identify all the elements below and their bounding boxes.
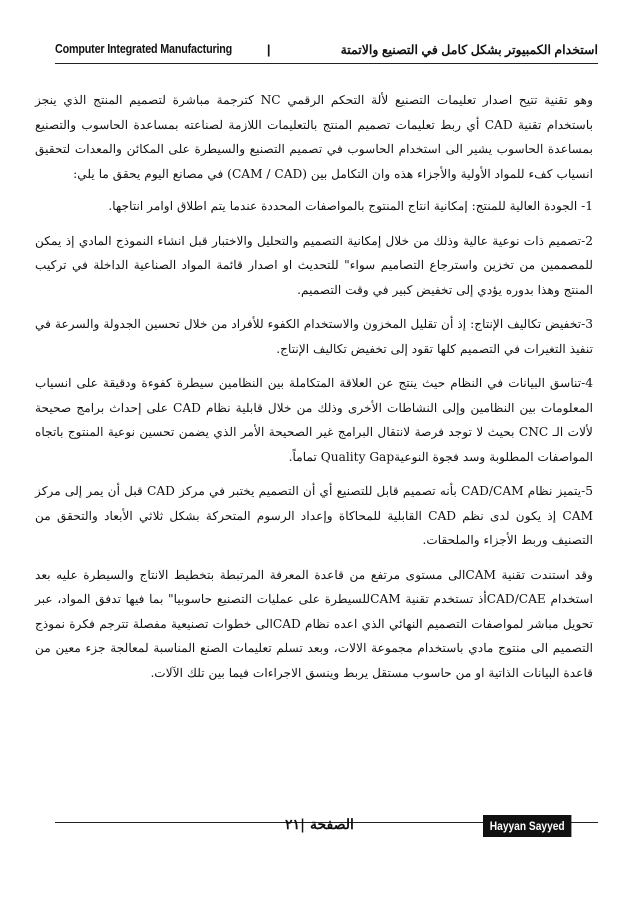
author-badge: Hayyan Sayyed xyxy=(483,815,571,837)
document-body xyxy=(35,88,593,695)
page-header xyxy=(55,38,598,60)
paragraph-point-5: 5-يتميز نظام CAD/CAM بأنه تصميم قابل للتصنيع أي أن التصميم يختبر في مركز CAD قبل أن يمر إلى مركز CAM إذ يكون لدى نظم CAD القابلية للمحاكاة وإعداد الرسوم المتحركة بشكل ثلاثي الأبعاد والتحقق من التصنيف وربط الأجزاء والملحقات. xyxy=(35,484,593,547)
header-separator: | xyxy=(266,41,271,57)
header-rule xyxy=(55,63,598,64)
paragraph-point-1: 1- الجودة العالية للمنتج: إمكانية انتاج المنتوج بالمواصفات المحددة عندما يتم اطلاق اوامر انتاجها. xyxy=(108,199,593,213)
paragraph-point-4: 4-تناسق البيانات في النظام حيث ينتج عن العلاقة المتكاملة بين النظامين سيطرة كفوءة ودقيقة على انسياب المعلومات بين النظامين وإلى النشاطات الأخرى وذلك من خلال قابلية نظام CAD على إحداث برامج صحيحة لألات الـ CNC بحيث لا توجد فرصة لانتقال البرامج غير الصحيحة الأمر الذي يضمن تحسين نوعية المنتوج باتجاه المواصفات المطلوبة وسد فجوة النوعيةQuality Gap تماماً. xyxy=(35,376,593,464)
page-footer xyxy=(55,815,598,843)
header-title-en-group xyxy=(55,42,277,57)
header-title-en: Computer Integrated Manufacturing xyxy=(55,42,233,56)
paragraph-point-3: 3-تخفيض تكاليف الإنتاج: إذ أن تقليل المخزون والاستخدام الكفوء للأفراد من خلال تحسين الجدولة والسرعة في تنفيذ التغيرات في التصميم كلها تقود إلى تخفيض تكاليف الإنتاج. xyxy=(35,317,593,356)
header-title-ar: استخدام الكمبيوتر بشكل كامل في التصنيع والاتمتة xyxy=(340,42,598,57)
paragraph-point-2: 2-تصميم ذات نوعية عالية وذلك من خلال إمكانية التصميم والتحليل والاختبار قبل انشاء النموذج المادي إذ يمكن للمصممين من تخزين واسترجاع التصاميم سواء" للتحديث او اصدار قائمة المواد الصناعية الداخلة في تركيب المنتج وهذا بدوره يؤدي إلى تخفيض كبير في وقت التصميم. xyxy=(35,233,593,297)
page-number: الصفحة |٢١ xyxy=(285,817,354,833)
paragraph-cam: وقد استندت تقنية CAMالى مستوى مرتفع من قاعدة المعرفة المرتبطة بتخطيط الانتاج والسيطرة عليه بعد استخدام CAD/CAEأذ تستخدم تقنية CAMللسيطرة على عمليات التصنيع حاسوبيا" بما فيها تدفق المواد، عبر تحويل مباشر لمواصفات التصميم النهائي الذي اعده نظام CADالى خطوات تصنيعية مفصلة تترجم فكرة نموذج التصميم الى منتوج مادي باستخدام مجموعة الالات، وبعد تسلم تعليمات الصنع المناسبة لمعالجة جزء معين من قاعدة البيانات الذاتية او من حاسوب مستقل يربط وينسق الاجراءات فيما بين تلك الآلات. xyxy=(35,567,593,680)
paragraph-intro: وهو تقنية تتيح اصدار تعليمات التصنيع لألة التحكم الرقمي NC كترجمة مباشرة لتصميم المنتج الذي ينجز باستخدام تقنية CAD أي ربط تعليمات تصميم المنتج بالتعليمات اللازمة لصناعته بمساعدة الحاسوب والتصنيع بمساعدة الحاسوب يشير الى استخدام الحاسوب في تصميم التصنيع والسيطرة على المكائن والمعدات لتحقيق انسياب كفء للمواد الأولية والأجزاء هذه وان التكامل بين (CAM / CAD) في مصانع اليوم يحقق ما يلي: xyxy=(35,93,593,181)
